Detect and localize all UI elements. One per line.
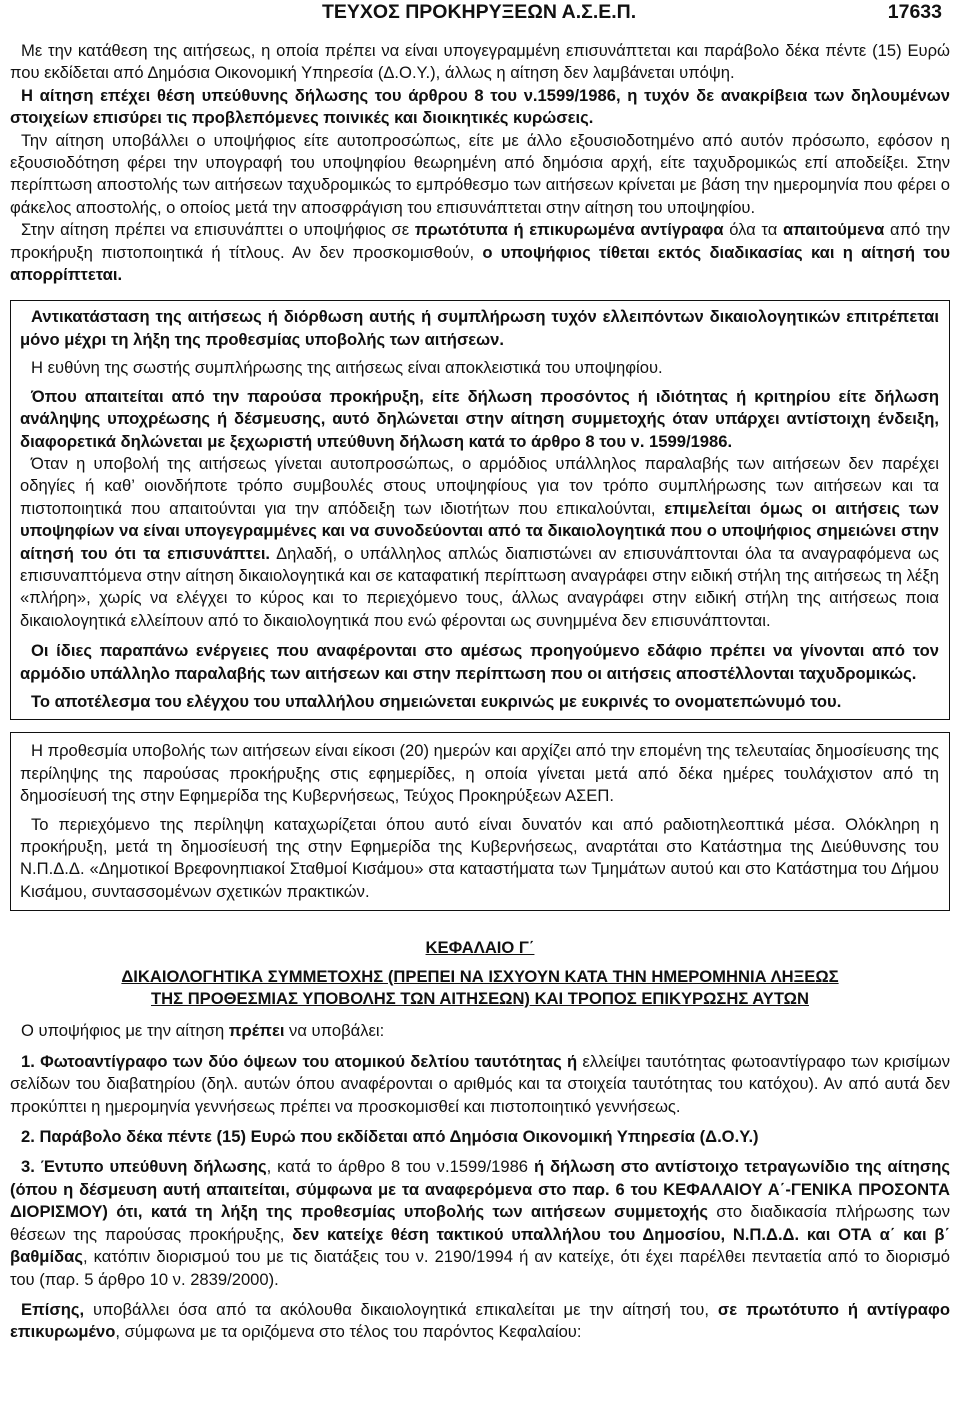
intro-text-b: πρέπει — [228, 1021, 285, 1041]
intro-paragraph — [10, 1020, 950, 1042]
box1-clerk-text-c: Δηλαδή, ο υπάλληλος απλώς διαπιστώνει αν επισυνάπτονται όλα τα αναγραφόμενα ως επισυναπτόμενα στην αίτηση δικαιολογητικά και σε καταφατική περίπτωση αναγράφει στην ειδική στήλη της αιτήσεως τη λέξη «πλήρη», χωρίς να ελέγχει το κύρος και το περιεχόμενο τους, άλλως αναγράφει στην ειδική στήλη της αιτήσεως ποια δικαιολογητικά ελλείπουν από το δικαιολογητικά που ενώ φέρονται ως συνημμένα δεν επισυνάπτονται. — [20, 543, 939, 630]
attachments-text-f: ο υποψήφιος τίθεται εκτός διαδικασίας και η αίτησή του απορρίπτεται. — [10, 242, 950, 285]
box1-responsibility: Η ευθύνη της σωστής συμπλήρωσης της αιτήσεως είναι αποκλειστικά του υποψηφίου. — [31, 358, 663, 378]
page-header — [10, 0, 950, 40]
item-3-e: δεν κατείχε θέση τακτικού υπαλλήλου του Δημοσίου, Ν.Π.Δ.Δ. και ΟΤΑ α΄ και β΄ βαθμίδας — [10, 1224, 950, 1267]
box2-deadline: Η προθεσμία υποβολής των αιτήσεων είναι είκοσι (20) ημερών και αρχίζει από την επομένη της τελευταίας δημοσίευσης της περίληψης της παρούσας προκήρυξης στις εφημερίδες, η οποία γίνεται μετά από δέκα ημέρες τουλάχιστον από τη δημοσίευσή της στην Εφημερίδα της Κυβερνήσεως, Τεύχος Προκηρύξεων ΑΣΕΠ. — [20, 741, 939, 806]
box1-clerk-text-a: Όταν η υποβολή της αιτήσεως γίνεται αυτοπροσώπως, ο αρμόδιος υπάλληλος παραλαβής των αιτήσεων δεν παρέχει οδηγίες ή καθ’ οιονδήποτε τρόπο συμβουλές στους υποψηφίους για τον τρόπο συμπλήρωσης των αιτήσεων και τα πιστοποιητικά που απαιτούνται για την απόδειξη των ιδιοτήτων που επικαλούνται, — [20, 453, 939, 518]
required-documents-list — [10, 1051, 950, 1291]
attachments-text-c: όλα τα — [723, 220, 783, 240]
box1-declaration-text: Όπου απαιτείται από την παρούσα προκήρυξη, είτε δήλωση προσόντος ή ιδιότητας ή κριτηρίου είτε δήλωση ανάληψης υποχρέωσης ή δέσμευσης, αυτό δηλώνεται στην αίτηση συμμετοχής όταν υπάρχει αντίστοιχη ένδειξη, διαφορετικά δηλώνεται με ξεχωριστή υπεύθυνη δήλωση κατά το άρθρο 8 του ν. 1599/1986. — [20, 386, 939, 451]
framed-box-replacement — [10, 300, 950, 720]
item-3-a: 3. Έντυπο υπεύθυνη δήλωσης — [21, 1157, 267, 1177]
item-3-d: στο διαδικασία πλήρωσης των θέσεων της παρούσας προκήρυξης, — [10, 1202, 950, 1244]
box1-postal-paragraph — [20, 640, 939, 685]
box1-bold-text: Αντικατάσταση της αιτήσεως ή διόρθωση αυτής ή συμπλήρωση τυχόν ελλειπόντων δικαιολογητικών επιτρέπεται μόνο μέχρι τη λήξη της προθεσμίας υποβολής των αιτήσεων. — [20, 307, 939, 349]
chapter-subtitle-line-1: ΔΙΚΑΙΟΛΟΓΗΤΙΚΑ ΣΥΜΜΕΤΟΧΗΣ (ΠΡΕΠΕΙ ΝΑ ΙΣΧΥΟΥΝ ΚΑΤΑ ΤΗΝ ΗΜΕΡΟΜΗΝΙΑ ΛΗΞΕΩΣ — [121, 966, 839, 986]
item-3-b: , κατά το άρθρο 8 του ν.1599/1986 — [266, 1157, 534, 1177]
item-1-paragraph — [10, 1051, 950, 1118]
chapter-heading — [10, 937, 950, 1010]
list-item — [10, 1051, 950, 1118]
item-3-c: ή δήλωση στο αντίστοιχο τετραγωνίδιο της αίτησης (όπου η δέσμευση αυτή απαιτείται, σύμφωνα με τα αναφερόμενα στο παρ. 6 του ΚΕΦΑΛΑΙΟΥ Α΄-ΓΕΝΙΚΑ ΠΡΟΣΟΝΤΑ ΔΙΟΡΙΣΜΟΥ) ότι, κατά τη λήξη της προθεσμίας υποβολής των αιτήσεων συμμετοχής — [10, 1157, 950, 1222]
item-3-f: , κατόπιν διορισμού του με τις διατάξεις του ν. 2190/1994 ή αν κατείχε, ότι έχει παρέλθει πενταετία από το διορισμό του (παρ. 5 άρθρο 10 ν. 2839/2000). — [10, 1247, 950, 1289]
final-b: υποβάλλει όσα από τα ακόλουθα δικαιολογητικά επικαλείται με την αίτησή του, — [84, 1299, 718, 1319]
item-2-bold: 2. Παράβολο δέκα πέντε (15) Ευρώ που εκδίδεται από Δημόσια Οικονομική Υπηρεσία (Δ.Ο.Υ.) — [21, 1127, 759, 1147]
item-3-paragraph — [10, 1156, 950, 1290]
intro-text-c: να υποβάλει: — [284, 1021, 385, 1041]
paragraph-declaration — [10, 85, 950, 130]
box2-publication: Το περιεχόμενο της περίληψη καταχωρίζεται όπου αυτό είναι δυνατόν και από ραδιοτηλεοπτικά μέσα. Ολόκληρη η προκήρυξη, μετά τη δημοσίευσή της στην Εφημερίδα της Κυβερνήσεως, αναρτάται στο Κατάστημα της Διεύθυνσης του Ν.Π.Δ.Δ. «Δημοτικοί Βρεφονηπιακοί Σταθμοί Κισάμου» στα καταστήματα των Τμημάτων αυτού και στο Κατάστημα του Δήμου Κισάμου, συντασσομένων σχετικών πρακτικών. — [20, 814, 939, 901]
box1-bold-paragraph — [20, 306, 939, 351]
header-title: ΤΕΥΧΟΣ ΠΡΟΚΗΡΥΞΕΩΝ Α.Σ.Ε.Π. — [322, 1, 637, 23]
chapter-subtitle-line-2: ΤΗΣ ΠΡΟΘΕΣΜΙΑΣ ΥΠΟΒΟΛΗΣ ΤΩΝ ΑΙΤΗΣΕΩΝ) ΚΑΙ ΤΡΟΠΟΣ ΕΠΙΚΥΡΩΣΗΣ ΑΥΤΩΝ — [151, 989, 809, 1009]
final-c: σε πρωτότυπο ή αντίγραφο επικυρωμένο — [10, 1299, 951, 1342]
attachments-text-d: απαιτούμενα — [782, 220, 885, 240]
paragraph-attachments — [10, 219, 950, 286]
box1-clerk-text-b: επιμελείται όμως οι αιτήσεις των υποψηφίων να είναι υπογεγραμμένες και να συνοδεύονται από τα δικαιολογητικά που ο υποψήφιος σημειώνει στην αίτησή του ότι τα επισυνάπτει. — [20, 498, 939, 563]
list-item — [10, 1126, 950, 1148]
list-item — [10, 1156, 950, 1290]
box1-result-paragraph — [20, 691, 939, 713]
item-1-bold: 1. Φωτοαντίγραφο των δύο όψεων του ατομικού δελτίου ταυτότητας ή — [21, 1051, 578, 1071]
final-paragraph — [10, 1299, 950, 1344]
item-1-text: ελλείψει ταυτότητας φωτοαντίγραφο των κρισίμων σελίδων του διαβατηρίου (δηλ. αυτών όπου αναφέρονται ο αριθμός και τα στοιχεία ταυτότητας του κατόχου). Αν από αυτά δεν προκύπτει η ημερομηνία γεννήσεως πρέπει να προσκομισθεί και πιστοποιητικό γεννήσεως. — [10, 1051, 950, 1116]
box1-result-text: Το αποτέλεσμα του ελέγχου του υπαλλήλου σημειώνεται ευκρινώς με ευκρινές το ονοματεπώνυμό του. — [31, 691, 842, 711]
document-page — [10, 0, 950, 1344]
declaration-text: Η αίτηση επέχει θέση υπεύθυνης δήλωσης του άρθρου 8 του ν.1599/1986, η τυχόν δε ανακρίβεια των δηλουμένων στοιχείων επισύρει τις προβλεπόμενες ποινικές και διοικητικές κυρώσεις. — [10, 85, 950, 128]
intro-text-a: Ο υποψήφιος με την αίτηση — [21, 1021, 229, 1041]
page-number: 17633 — [887, 1, 942, 23]
attachments-text-b: πρωτότυπα ή επικυρωμένα αντίγραφα — [414, 220, 724, 240]
final-d: , σύμφωνα με τα οριζόμενα στο τέλος του παρόντος Κεφαλαίου: — [115, 1322, 582, 1342]
final-a: Επίσης, — [21, 1299, 85, 1319]
framed-box-deadline — [10, 732, 950, 911]
chapter-title: ΚΕΦΑΛΑΙΟ Γ΄ — [425, 938, 535, 958]
attachments-text-a: Στην αίτηση πρέπει να επισυνάπτει ο υποψήφιος σε — [21, 220, 415, 240]
paragraph-submission: Την αίτηση υποβάλλει ο υποψήφιος είτε αυτοπροσώπως, είτε με άλλο εξουσιοδοτημένο από αυτόν πρόσωπο, εφόσον η εξουσιοδότηση φέρει την υπογραφή του υποψηφίου θεωρημένη από δημόσια αρχή, είτε ταχυδρομικώς επί αποδείξει. Στην περίπτωση αποστολής των αιτήσεων ταχυδρομικώς το εμπρόθεσμο των αιτήσεων κρίνεται με βάση την ημερομηνία που φέρει ο φάκελος αποστολής, ο οποίος μετά την αποσφράγιση του επισυνάπτεται στην αίτηση του υποψηφίου. — [10, 130, 950, 217]
box1-declaration-paragraph — [20, 386, 939, 453]
box1-clerk-paragraph — [20, 453, 939, 632]
box1-postal-text: Οι ίδιες παραπάνω ενέργειες που αναφέρονται στο αμέσως προηγούμενο εδάφιο πρέπει να γίνονται από τον αρμόδιο υπάλληλο παραλαβής των αιτήσεων και στην περίπτωση που οι αιτήσεις αποστέλλονται ταχυδρομικώς. — [20, 641, 939, 683]
paragraph-fee: Με την κατάθεση της αιτήσεως, η οποία πρέπει να είναι υπογεγραμμένη επισυνάπτεται και παράβολο δέκα πέντε (15) Ευρώ που εκδίδεται από Δημόσια Οικονομική Υπηρεσία (Δ.Ο.Υ.), άλλως η αίτηση δεν λαμβάνεται υπόψη. — [10, 41, 950, 83]
attachments-text-e: από την προκήρυξη πιστοποιητικά ή τίτλους. Αν δεν προσκομισθούν, — [10, 220, 950, 262]
item-2-paragraph — [10, 1126, 950, 1148]
